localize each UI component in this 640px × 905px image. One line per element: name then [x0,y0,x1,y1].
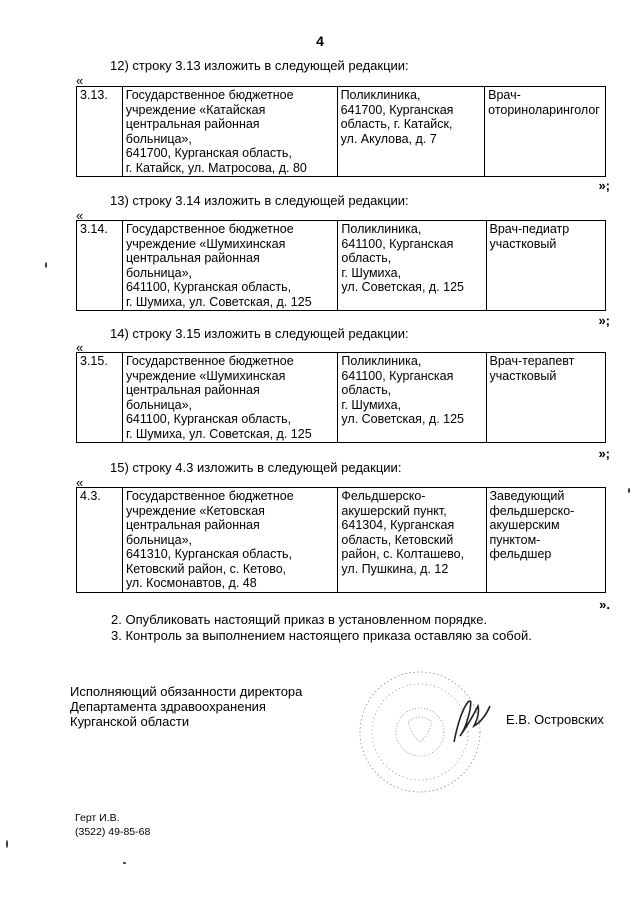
scan-speck [45,262,47,268]
cell-line: 641310, Курганская область, [125,547,293,561]
cell-line: акушерским [489,518,560,532]
open-quote: « [76,475,84,490]
open-quote: « [76,340,84,355]
signatory-title-line: Департамента здравоохранения [70,699,266,714]
cell-line: акушерский пункт, [341,503,447,518]
cell-line: область, г. Катайск, [340,117,453,131]
cell-line: Государственное бюджетное [125,88,294,102]
cell-line: область, [341,383,392,397]
page-number: 4 [316,33,324,49]
close-quote: »; [598,313,610,328]
cell-line: ул. Пушкина, д. 12 [341,561,449,576]
executor-name: Герт И.В. [75,812,120,824]
cell-line: Поликлиника, [340,88,421,102]
scan-speck [628,488,630,493]
table-row [77,353,606,443]
closing-item: 3. Контроль за выполнением настоящего приказа оставляю за собой. [111,628,532,643]
table-row [77,221,606,311]
cell-line: Государственное бюджетное [125,489,294,503]
cell-line: район, с. Колташево, [341,547,464,561]
close-quote: »; [598,446,610,461]
close-quote: ». [599,597,610,612]
institution-cell [122,221,337,311]
cell-line: 641700, Курганская область, [125,146,292,160]
closing-item: 2. Опубликовать настоящий приказ в установленном порядке. [111,612,488,627]
cell-line: Государственное бюджетное [125,222,294,236]
signatory-title-line: Курганской области [70,714,190,729]
position-cell [486,221,606,311]
cell-line: 641100, Курганская [341,236,454,251]
row-number: 4.3. [77,488,123,593]
cell-line: Врач-педиатр [489,222,570,236]
cell-line: Кетовский район, с. Кетово, [125,561,287,576]
institution-cell [122,488,337,593]
executor-info [75,811,150,839]
address-cell [338,488,486,593]
scan-speck [123,862,126,864]
cell-line: 641100, Курганская область, [125,280,292,294]
position-cell [486,353,606,443]
institution-cell [122,87,337,177]
cell-line: учреждение «Катайская [125,102,266,117]
cell-line: больница», [125,397,193,412]
signatory-title [70,684,302,729]
cell-line: участковый [489,236,557,251]
cell-line: больница», [125,131,192,146]
amendment-table [76,487,606,593]
cell-line: Врач-терапевт [489,354,575,368]
cell-line: 641700, Курганская [340,102,454,117]
executor-phone: (3522) 49-85-68 [75,826,151,838]
scan-speck [6,840,8,848]
amendment-table [76,220,606,311]
cell-line: г. Шумиха, [341,265,402,280]
institution-cell [122,353,337,443]
cell-line: 641100, Курганская [341,368,454,383]
table-row [77,488,606,593]
cell-line: фельдшер [489,547,552,561]
cell-line: больница», [125,532,193,547]
cell-line: фельдшерско- [489,503,575,518]
cell-line: центральная районная [125,518,260,532]
signatory-title-line: Исполняющий обязанности директора [70,684,303,699]
section-intro: 12) строку 3.13 изложить в следующей редакции: [110,58,409,73]
cell-line: учреждение «Кетовская [125,503,265,518]
table-row [77,87,606,177]
position-cell [486,488,606,593]
cell-line: учреждение «Шумихинская [125,236,286,251]
section-intro: 14) строку 3.15 изложить в следующей редакции: [110,326,409,341]
cell-line: г. Шумиха, ул. Советская, д. 125 [125,426,312,441]
row-number: 3.15. [77,353,123,443]
section-intro: 15) строку 4.3 изложить в следующей редакции: [110,460,402,475]
row-number: 3.14. [77,221,123,311]
cell-line: ул. Акулова, д. 7 [340,131,437,146]
cell-line: ул. Советская, д. 125 [341,412,464,426]
cell-line: 641100, Курганская область, [125,412,292,426]
address-cell [338,353,486,443]
cell-line: область, [341,251,392,265]
cell-line: оториноларинголог [488,102,600,117]
cell-line: учреждение «Шумихинская [125,368,286,383]
cell-line: ул. Советская, д. 125 [341,280,464,294]
cell-line: область, Кетовский [341,532,454,547]
signature-icon [440,690,500,750]
cell-line: Государственное бюджетное [125,354,294,368]
open-quote: « [76,208,84,223]
cell-line: Поликлиника, [341,222,422,236]
cell-line: центральная районная [125,117,260,131]
signatory-name: Е.В. Островских [506,712,604,727]
cell-line: ул. Космонавтов, д. 48 [125,576,257,590]
row-number: 3.13. [77,87,123,177]
cell-line: г. Катайск, ул. Матросова, д. 80 [125,160,307,175]
address-cell [337,87,485,177]
cell-line: 641304, Курганская [341,518,455,532]
cell-line: г. Шумиха, ул. Советская, д. 125 [125,294,312,309]
cell-line: Фельдшерско- [341,489,426,503]
section-intro: 13) строку 3.14 изложить в следующей редакции: [110,193,409,208]
cell-line: пунктом- [489,532,541,547]
cell-line: Поликлиника, [341,354,422,368]
cell-line: больница», [125,265,193,280]
cell-line: Врач- [488,88,521,102]
cell-line: центральная районная [125,383,260,397]
cell-line: центральная районная [125,251,260,265]
amendment-table [76,86,606,177]
amendment-table [76,352,606,443]
cell-line: участковый [489,368,557,383]
open-quote: « [76,73,84,88]
position-cell [485,87,606,177]
close-quote: »; [598,178,610,193]
cell-line: г. Шумиха, [341,397,402,412]
cell-line: Заведующий [489,489,565,503]
address-cell [338,221,486,311]
